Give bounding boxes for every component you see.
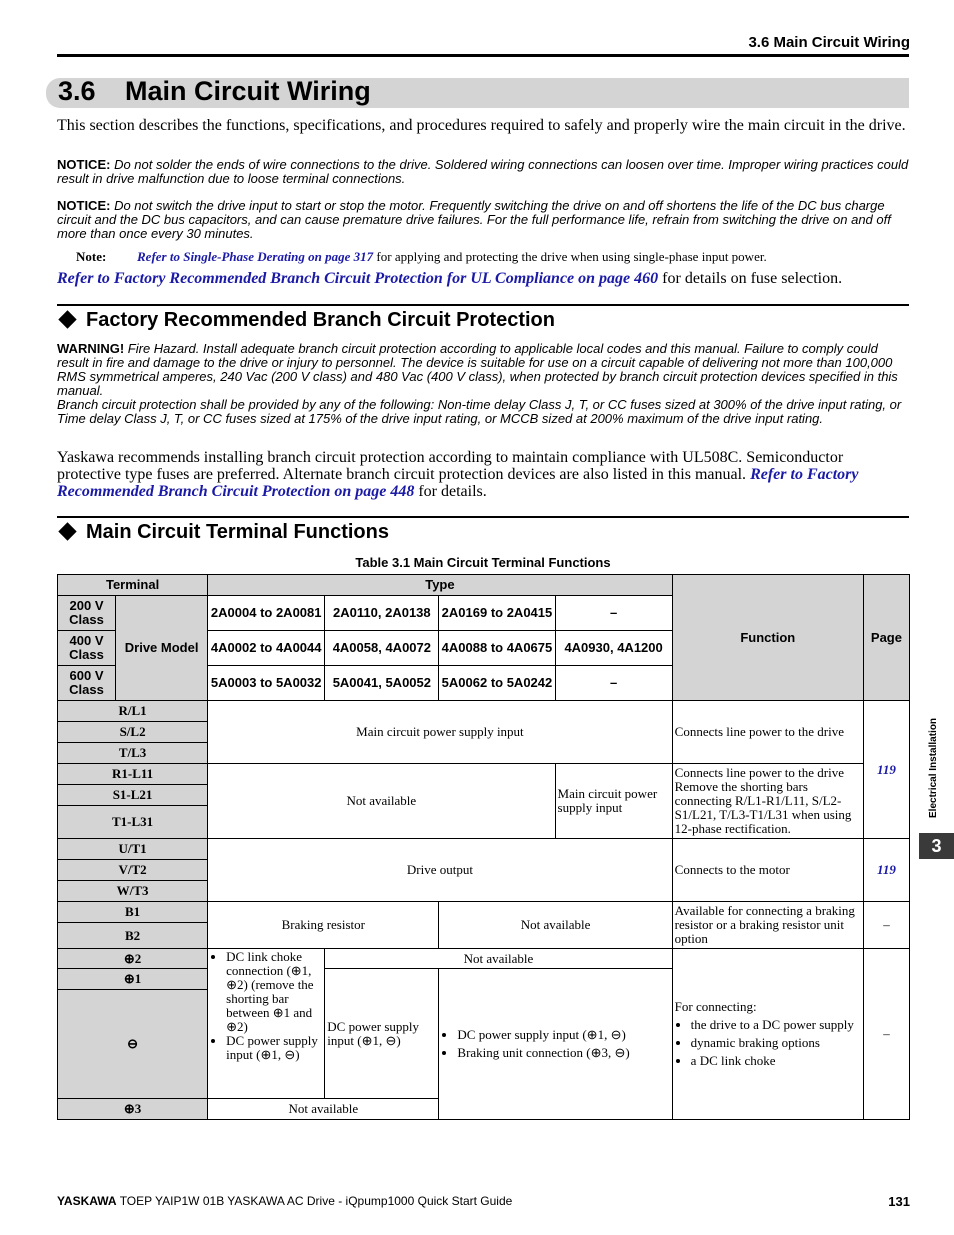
footer (57, 1194, 512, 1208)
function-cell: Available for connecting a braking resistor or a braking resistor unit option (672, 902, 863, 949)
model-cell: 4A0088 to 4A0675 (439, 631, 555, 666)
list-item: • dynamic braking options (691, 1036, 861, 1050)
function-cell: Connects line power to the drive (672, 701, 863, 764)
refer-line (57, 270, 842, 288)
refer-text: for details on fuse selection. (658, 270, 843, 287)
for-connecting-list (675, 1018, 861, 1068)
terminal-label: W/T3 (58, 881, 208, 902)
list-item: • DC power supply input (⊕1, ⊖) (457, 1028, 669, 1042)
page-title (58, 76, 371, 107)
branch-body (57, 449, 909, 500)
model-cell: 5A0062 to 5A0242 (439, 666, 555, 701)
model-cell: – (555, 666, 672, 701)
header-page: Page (863, 575, 909, 701)
section-rule (57, 516, 909, 518)
model-cell: 4A0058, 4A0072 (325, 631, 439, 666)
list-item: • DC power supply input (⊕1, ⊖) (226, 1034, 322, 1062)
footer-text: TOEP YAIP1W 01B YASKAWA AC Drive - iQpump1000 Quick Start Guide (116, 1194, 513, 1208)
type-cell: Drive output (208, 839, 673, 902)
body-end: for details. (414, 483, 487, 500)
class-label: 400 V Class (58, 631, 116, 666)
terminal-label: S1-L21 (58, 785, 208, 806)
section-heading-branch (57, 309, 555, 332)
list-item: • a DC link choke (691, 1054, 861, 1068)
model-cell: – (555, 596, 672, 631)
model-cell: 2A0110, 2A0138 (325, 596, 439, 631)
terminal-label: R/L1 (58, 701, 208, 722)
type-cell (439, 969, 672, 1120)
page-number: 131 (888, 1194, 910, 1209)
side-tab-label: Electrical Installation (928, 717, 939, 818)
footer-brand: YASKAWA (57, 1194, 117, 1208)
model-cell: 5A0041, 5A0052 (325, 666, 439, 701)
running-header: 3.6 Main Circuit Wiring (748, 34, 910, 51)
dc-supply-list (441, 1028, 669, 1060)
notice-text: Do not switch the drive input to start or stop the motor. Frequently switching the drive on and off shortens the life of the DC bus charge circuit and the DC bus capacitors, and can cause premature drive failures. For the full performance life, refrain from switching the drive on and off more than once every 30 minutes. (57, 198, 891, 241)
type-cell: Not available (208, 764, 555, 839)
note (76, 249, 767, 265)
type-cell: Main circuit power supply input (555, 764, 672, 839)
type-cell: Braking resistor (208, 902, 439, 949)
terminal-label: R1-L11 (58, 764, 208, 785)
page-cell: – (863, 949, 909, 1120)
function-cell: Connects to the motor (672, 839, 863, 902)
warning-text: Fire Hazard. Install adequate branch circuit protection according to applicable local codes and this manual. Failure to comply could result in fire and damage to the drive or injury to personnel. The device is suitable for use on a circuit capable of delivering not more than 100,000 RMS symmetrical amperes, 240 Vac (200 V class) and 480 Vac (400 V class), when protected by branch circuit protection devices specified in this manual. (57, 341, 898, 398)
type-cell: DC power supply input (⊕1, ⊖) (325, 969, 439, 1099)
terminal-label: ⊖ (58, 990, 208, 1099)
for-connecting-label: For connecting: (674, 999, 757, 1014)
notice-switching (57, 199, 912, 241)
page-link[interactable]: 119 (863, 701, 909, 839)
type-cell: Not available (208, 1099, 439, 1120)
function-cell (672, 949, 863, 1120)
dc-choke-list (210, 950, 322, 1062)
heading-text: Factory Recommended Branch Circuit Protection (86, 309, 555, 331)
title-text: Main Circuit Wiring (125, 76, 371, 106)
terminal-label: S/L2 (58, 722, 208, 743)
heading-text: Main Circuit Terminal Functions (86, 521, 389, 543)
type-cell: Not available (439, 902, 672, 949)
model-cell: 5A0003 to 5A0032 (208, 666, 325, 701)
page-link[interactable]: 119 (863, 839, 909, 902)
diamond-bullet-icon (58, 523, 76, 541)
type-cell: Main circuit power supply input (208, 701, 673, 764)
notice-solder (57, 158, 912, 186)
warning-text-2: Branch circuit protection shall be provided by any of the following: Non-time delay Class J, T, or CC fuses sized at 300% of the drive input rating, or Time delay Class J, T, or CC fuses sized at 175% of the drive input rating, or MCCB sized at 200% maximum of the drive input rating. (57, 397, 902, 426)
terminal-label: V/T2 (58, 860, 208, 881)
note-label: Note: (76, 249, 107, 264)
terminal-label: U/T1 (58, 839, 208, 860)
branch-protection-link[interactable]: Refer to Factory Recommended Branch Circuit Protection on page 448 (57, 466, 859, 500)
drive-model-label: Drive Model (116, 596, 208, 701)
terminal-label: ⊕2 (58, 949, 208, 969)
section-rule (57, 304, 909, 306)
class-label: 200 V Class (58, 596, 116, 631)
model-cell: 4A0002 to 4A0044 (208, 631, 325, 666)
page-cell: – (863, 902, 909, 949)
list-item: • Braking unit connection (⊕3, ⊖) (457, 1046, 669, 1060)
terminal-label: ⊕1 (58, 969, 208, 990)
type-cell: Not available (325, 949, 672, 969)
note-text: for applying and protecting the drive when using single-phase input power. (373, 249, 767, 264)
intro-paragraph: This section describes the functions, specifications, and procedures required to safely and properly wire the main circuit in the drive. (57, 117, 906, 134)
notice-label: NOTICE: (57, 157, 111, 172)
terminal-label: B2 (58, 923, 208, 949)
table-caption: Table 3.1 Main Circuit Terminal Functions (355, 555, 611, 570)
terminal-label: T/L3 (58, 743, 208, 764)
header-terminal: Terminal (58, 575, 208, 596)
list-item: • the drive to a DC power supply (691, 1018, 861, 1032)
type-cell (208, 949, 325, 1099)
model-cell: 2A0169 to 2A0415 (439, 596, 555, 631)
warning-fire (57, 342, 912, 426)
diamond-bullet-icon (58, 311, 76, 329)
model-cell: 2A0004 to 2A0081 (208, 596, 325, 631)
function-cell: Connects line power to the drive Remove the shorting bars connecting R/L1-R1/L11, S/L2-S1/L21, T/L3-T1/L31 when using 12-phase rectification. (672, 764, 863, 839)
header-function: Function (672, 575, 863, 701)
terminal-functions-table (57, 574, 910, 1120)
warning-label: WARNING! (57, 341, 125, 356)
chapter-tab[interactable]: 3 (919, 833, 954, 859)
class-label: 600 V Class (58, 666, 116, 701)
model-cell: 4A0930, 4A1200 (555, 631, 672, 666)
terminal-label: ⊕3 (58, 1099, 208, 1120)
notice-label: NOTICE: (57, 198, 111, 213)
terminal-label: B1 (58, 902, 208, 923)
ul-compliance-link[interactable]: Refer to Factory Recommended Branch Circuit Protection for UL Compliance on page 460 (57, 270, 659, 287)
title-number: 3.6 (58, 76, 96, 106)
header-type: Type (208, 575, 673, 596)
notice-text: Do not solder the ends of wire connections to the drive. Soldered wiring connections can loosen over time. Improper wiring practices could result in drive malfunction due to loose terminal connections. (57, 157, 909, 186)
terminal-label: T1-L31 (58, 806, 208, 839)
list-item: • DC link choke connection (⊕1, ⊕2) (remove the shorting bar between ⊕1 and ⊕2) (226, 950, 322, 1034)
section-heading-terminals (57, 521, 389, 544)
single-phase-link[interactable]: Refer to Single-Phase Derating on page 317 (137, 249, 374, 264)
body-text: Yaskawa recommends installing branch circuit protection according to maintain compliance with UL508C. Semiconductor protective type fuses are preferred. Alternate branch circuit protection devices are also listed in this manual. (57, 449, 844, 483)
header-rule (57, 54, 909, 57)
